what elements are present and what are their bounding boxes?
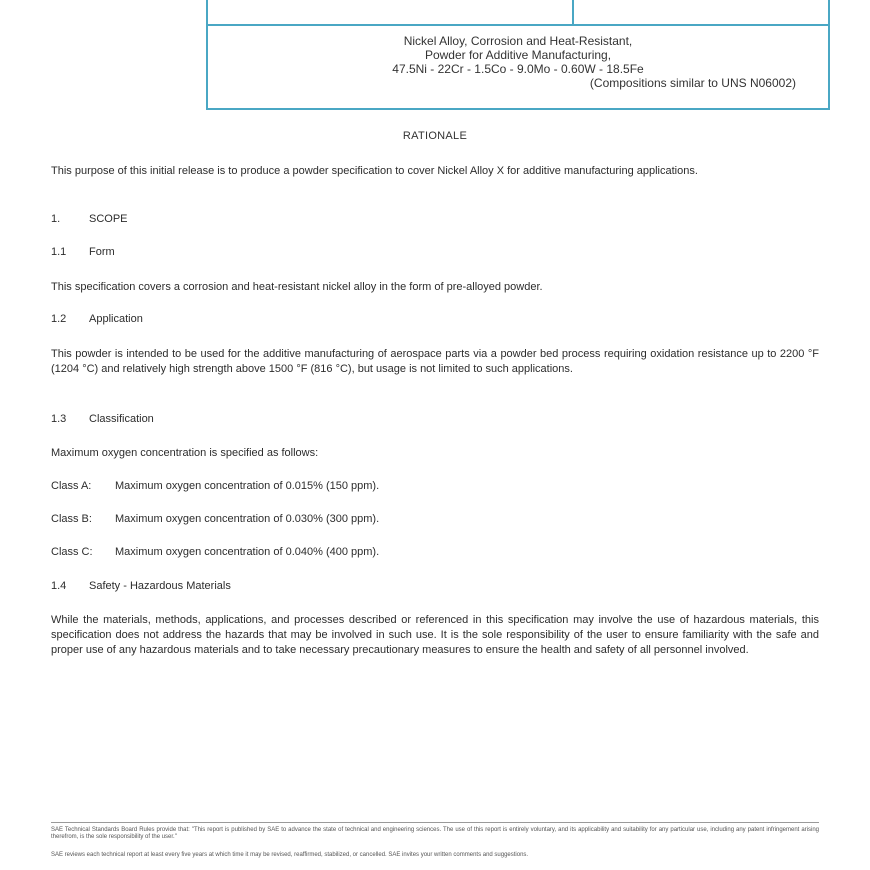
- title-box-divider: [572, 0, 574, 24]
- section-label: Application: [89, 313, 143, 325]
- rationale-heading: RATIONALE: [402, 130, 468, 142]
- section-number: 1.4: [51, 580, 67, 592]
- section-label: Form: [89, 246, 115, 258]
- rationale-text: This purpose of this initial release is to produce a powder specification to cover Nickel Alloy X for additive manufacturing applications.: [51, 165, 698, 177]
- form-text: This specification covers a corrosion and heat-resistant nickel alloy in the form of pre-alloyed powder.: [51, 281, 543, 293]
- section-number: 1.3: [51, 413, 67, 425]
- class-label: Class B:: [51, 513, 92, 525]
- class-label: Class C:: [51, 546, 93, 558]
- title-line-1: Nickel Alloy, Corrosion and Heat-Resistant,: [403, 34, 633, 48]
- title-box-header-row: [208, 0, 828, 26]
- class-text: Maximum oxygen concentration of 0.015% (150 ppm).: [115, 480, 380, 492]
- footer-notice-1: SAE Technical Standards Board Rules provide that: "This report is published by SAE to advance the state of technical and engineering sciences. The use of this report is entirely voluntary, and its applicability and suitability for any particular use, including any patent infringement arising therefrom, is the sole responsibility of the user.": [51, 827, 819, 840]
- class-text: Maximum oxygen concentration of 0.030% (300 ppm).: [115, 513, 380, 525]
- title-line-3: 47.5Ni - 22Cr - 1.5Co - 9.0Mo - 0.60W - 18.5Fe: [392, 62, 644, 76]
- section-scope-heading: [51, 213, 128, 225]
- document-title: [208, 34, 828, 90]
- class-a-line: [51, 480, 379, 492]
- section-number: 1.1: [51, 246, 67, 258]
- class-text: Maximum oxygen concentration of 0.040% (400 ppm).: [115, 546, 380, 558]
- section-form-heading: [51, 246, 115, 258]
- class-label: Class A:: [51, 480, 92, 492]
- section-safety-heading: [51, 580, 231, 592]
- safety-text: While the materials, methods, applications, and processes described or referenced in this specification may involve the use of hazardous materials, this specification does not address the hazards that may be involved in such use. It is the sole responsibility of the user to ensure familiarity with the safe and proper use of any hazardous materials and to take necessary precautionary measures to ensure the health and safety of all personnel involved.: [51, 614, 819, 656]
- section-number: 1.: [51, 213, 61, 225]
- title-compositions: (Compositions similar to UNS N06002): [589, 76, 796, 90]
- title-line-2: Powder for Additive Manufacturing,: [424, 48, 612, 62]
- section-label: Safety - Hazardous Materials: [89, 580, 231, 592]
- class-c-line: [51, 546, 379, 558]
- title-box: [206, 0, 830, 110]
- section-label: Classification: [89, 413, 154, 425]
- section-application-heading: [51, 313, 143, 325]
- footer-notice-2: SAE reviews each technical report at least every five years at which time it may be revised, reaffirmed, stabilized, or cancelled. SAE invites your written comments and suggestions.: [51, 852, 529, 858]
- section-number: 1.2: [51, 313, 67, 325]
- section-label: SCOPE: [89, 213, 128, 225]
- application-text: This powder is intended to be used for the additive manufacturing of aerospace parts via a powder bed process requiring oxidation resistance up to 2200 °F (1204 °C) and relatively high strength above 1500 °F (816 °C), but usage is not limited to such applications.: [51, 348, 819, 375]
- section-classification-heading: [51, 413, 154, 425]
- class-b-line: [51, 513, 379, 525]
- footer-rule: [51, 822, 819, 823]
- classification-intro: Maximum oxygen concentration is specified as follows:: [51, 447, 319, 459]
